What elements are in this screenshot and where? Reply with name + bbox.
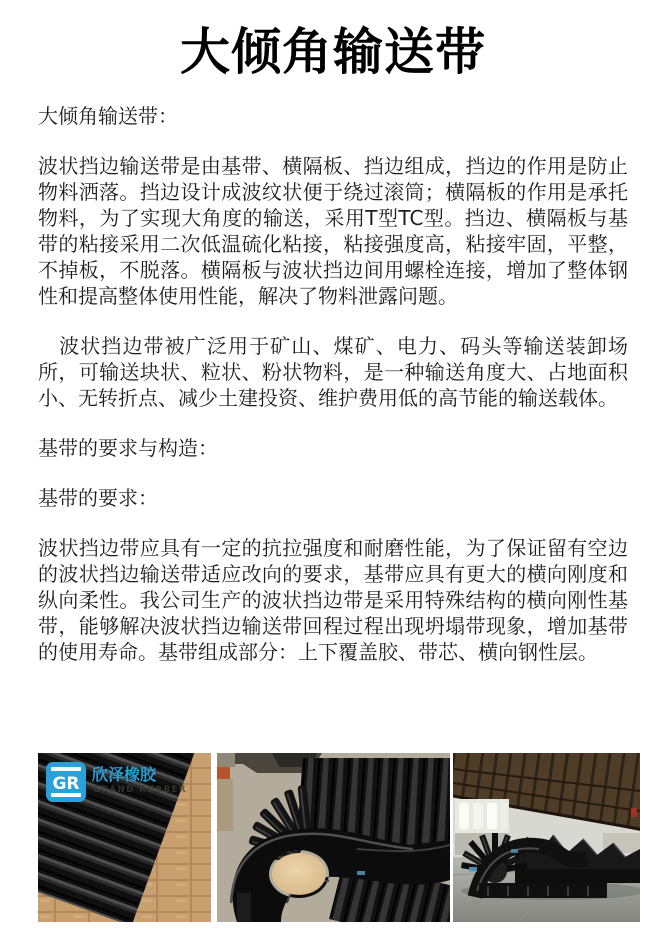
product-photo-gallery (38, 753, 640, 922)
blue-label-tag (469, 867, 477, 872)
brand-monogram: GR (52, 774, 80, 794)
blue-label-tag (357, 871, 365, 875)
photo-warehouse-belts (453, 753, 640, 922)
brand-logo-mark (46, 762, 86, 802)
paragraph-applications: 波状挡边带被广泛用于矿山、煤矿、电力、码头等输送装卸场所，可输送块状、粒状、粉状物料，是一种输送角度大、占地面积小、无转折点、减少土建投资、维护费用低的高节能的输送载体。 (38, 334, 628, 410)
intro-label: 大倾角输送带： (38, 104, 178, 128)
heading-base-belt-requirements: 基带的要求： (38, 486, 158, 510)
photo-sidewall-belt-closeup-image (217, 753, 450, 922)
photo-sidewall-belt-closeup (217, 753, 450, 922)
brand-name-cn: 欣泽橡胶 (92, 765, 157, 784)
paragraph-base-belt: 波状挡边带应具有一定的抗拉强度和耐磨性能，为了保证留有空边的波状挡边输送带适应改向的要求，基带应具有更大的横向刚度和纵向柔性。我公司生产的波状挡边带是采用特殊结构的横向刚性基带，能够解决波状挡边输送带回程过程出现坍塌带现象，增加基带的使用寿命。基带组成部分：上下覆盖胶、带芯、横向钢性层。 (38, 536, 628, 664)
paragraph-structure: 波状挡边输送带是由基带、横隔板、挡边组成，挡边的作用是防止物料洒落。挡边设计成波纹状便于绕过滚筒；横隔板的作用是承托物料，为了实现大角度的输送，采用T型TC型。挡边、横隔板与基带的粘接采用二次低温硫化粘接，粘接强度高，粘接牢固，平整，不掉板，不脱落。横隔板与波状挡边间用螺栓连接，增加了整体钢性和提高整体使用性能，解决了物料泄露问题。 (38, 154, 628, 308)
heading-base-belt-requirements-structure: 基带的要求与构造： (38, 436, 218, 460)
brand-name-en: GRAND RUBBER (93, 785, 187, 795)
cardboard-core (272, 853, 326, 895)
article-body (0, 80, 666, 665)
photo-sidewall-belt-brick-image (38, 753, 211, 922)
photo-warehouse-belts-image (453, 753, 640, 922)
red-object (631, 808, 637, 817)
blue-label-tag (511, 849, 518, 853)
page-title: 大倾角输送带 (180, 23, 486, 81)
photo-sidewall-belt-brick (38, 753, 211, 922)
